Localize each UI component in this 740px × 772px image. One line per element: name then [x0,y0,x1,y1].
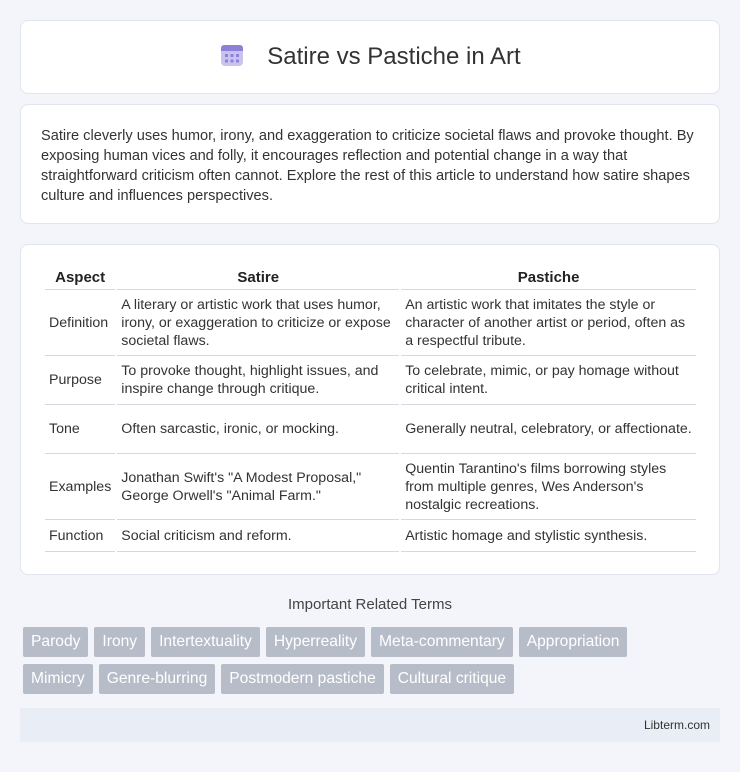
column-header-pastiche: Pastiche [401,265,696,290]
row-satire: Social criticism and reform. [117,520,399,552]
table-row [45,356,696,405]
page-title: Satire vs Pastiche in Art [267,43,521,70]
footer-site-link[interactable]: Libterm.com [643,718,710,732]
related-terms-heading: Important Related Terms [288,596,452,613]
tag-meta-commentary[interactable]: Meta-commentary [371,627,513,657]
intro-card [20,104,720,224]
row-satire: A literary or artistic work that uses humor, irony, or exaggeration to criticize or expose societal flaws. [117,290,399,356]
header-card [20,20,720,94]
row-pastiche: Generally neutral, celebratory, or affectionate. [401,405,696,454]
row-satire: To provoke thought, highlight issues, and inspire change through critique. [117,356,399,405]
footer [20,708,720,742]
tag-postmodern-pastiche[interactable]: Postmodern pastiche [221,664,384,694]
related-terms-list [23,627,663,694]
column-header-satire: Satire [117,265,399,290]
row-aspect: Function [45,520,115,552]
row-aspect: Definition [45,290,115,356]
tag-irony[interactable]: Irony [94,627,145,657]
row-satire: Often sarcastic, ironic, or mocking. [117,405,399,454]
comparison-table [43,265,698,552]
row-pastiche: To celebrate, mimic, or pay homage without critical intent. [401,356,696,405]
tag-cultural-critique[interactable]: Cultural critique [390,664,514,694]
column-header-aspect: Aspect [45,265,115,290]
tag-parody[interactable]: Parody [23,627,88,657]
row-pastiche: Artistic homage and stylistic synthesis. [401,520,696,552]
row-satire: Jonathan Swift's "A Modest Proposal," George Orwell's "Animal Farm." [117,454,399,520]
title-wrap [219,42,520,73]
row-aspect: Tone [45,405,115,454]
table-header-row [45,265,696,290]
row-aspect: Examples [45,454,115,520]
row-pastiche: Quentin Tarantino's films borrowing styles from multiple genres, Wes Anderson's nostalgic recreations. [401,454,696,520]
table-row [45,290,696,356]
tag-appropriation[interactable]: Appropriation [519,627,628,657]
comparison-card [20,244,720,575]
table-row [45,405,696,454]
tag-mimicry[interactable]: Mimicry [23,664,93,694]
row-aspect: Purpose [45,356,115,405]
tag-hyperreality[interactable]: Hyperreality [266,627,365,657]
tag-genre-blurring[interactable]: Genre-blurring [99,664,216,694]
table-row [45,454,696,520]
row-pastiche: An artistic work that imitates the style or character of another artist or period, often as a respectful tribute. [401,290,696,356]
intro-paragraph: Satire cleverly uses humor, irony, and exaggeration to criticize societal flaws and provoke thought. By exposing human vices and folly, it encourages reflection and potential change in a way that straightforward criticism often cannot. Explore the rest of this article to understand how satire shapes culture and influences perspectives. [41,128,694,204]
calendar-icon [219,42,245,73]
table-row [45,520,696,552]
tag-intertextuality[interactable]: Intertextuality [151,627,260,657]
